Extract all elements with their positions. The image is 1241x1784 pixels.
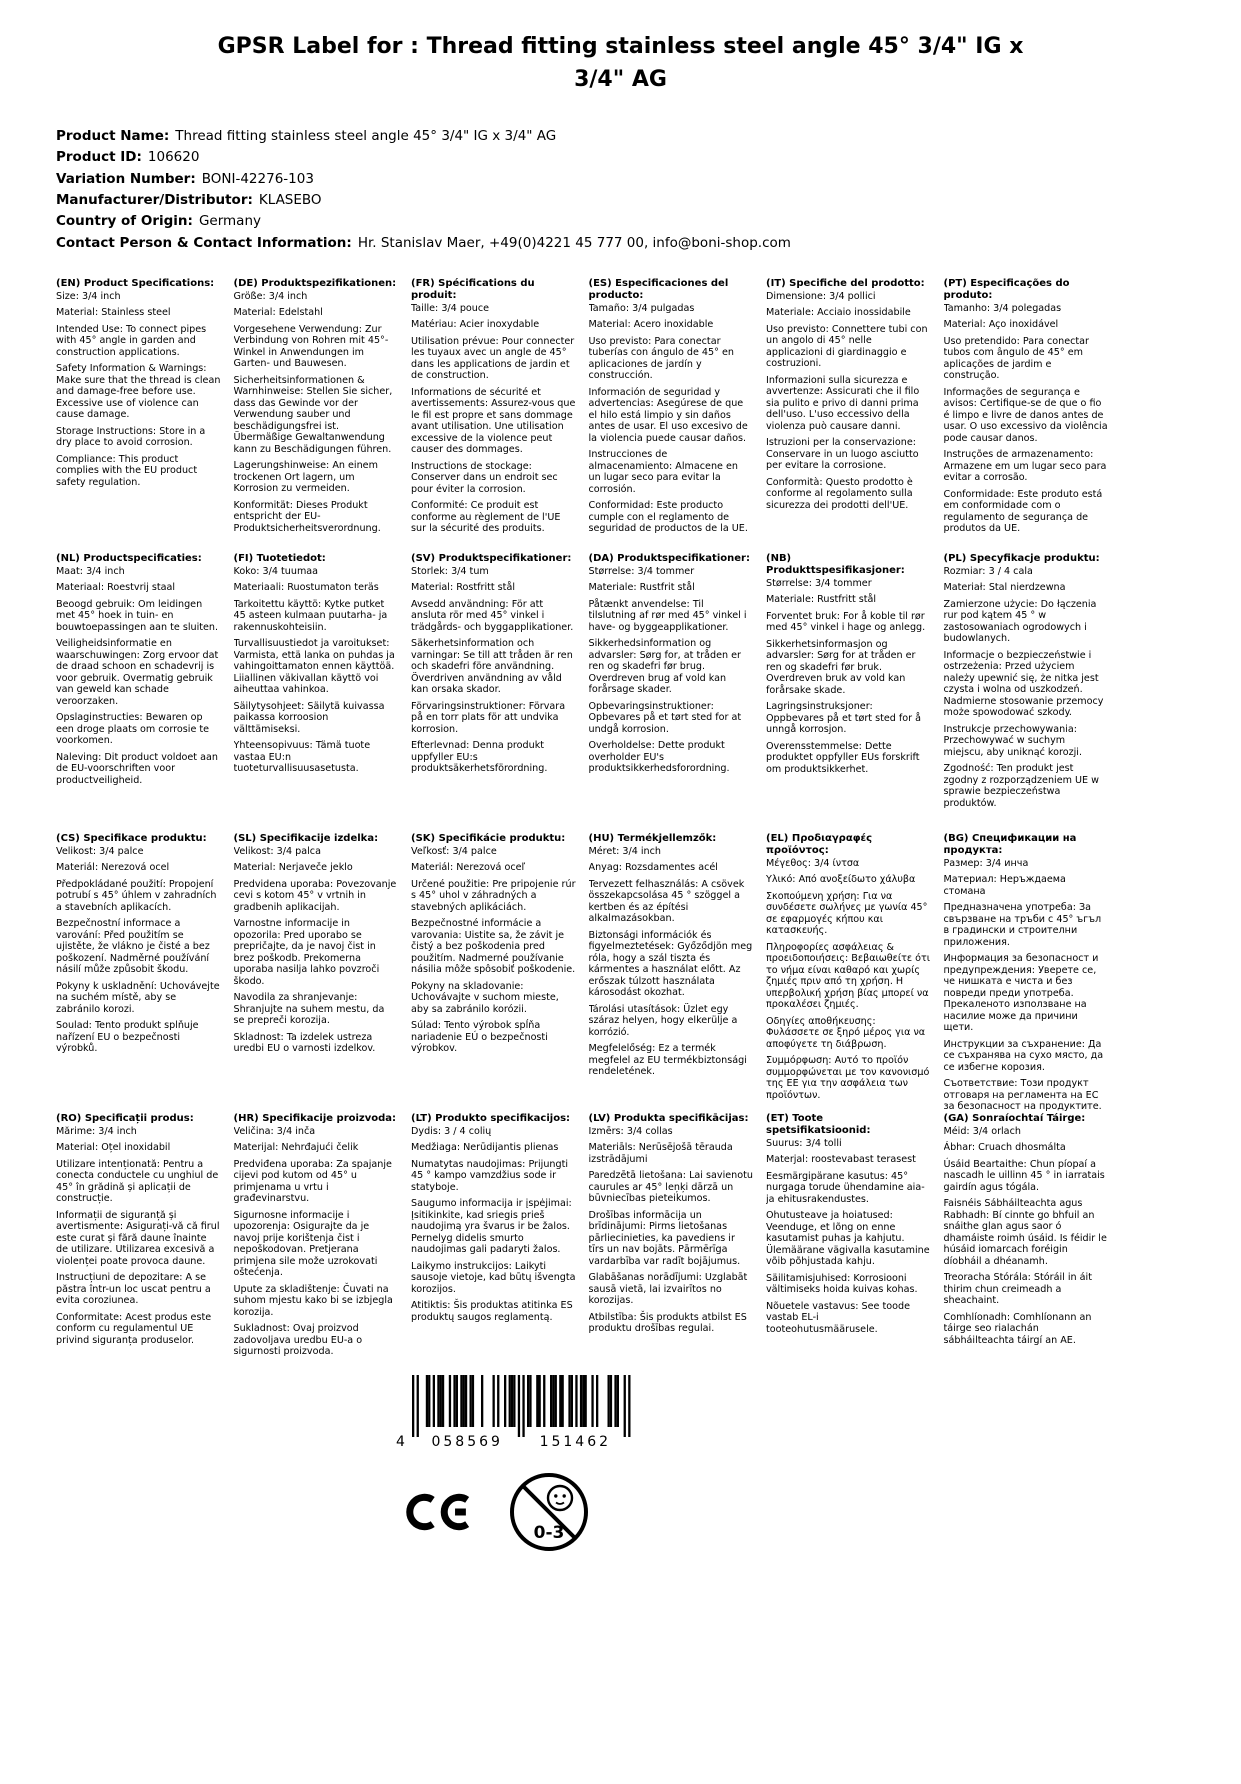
spec-paragraph: Anyag: Rozsdamentes acél [588, 862, 718, 874]
spec-paragraph: Určené použitie: Pre pripojenie rúr s 45° uhol v záhradných a stavebných aplikáciách. [411, 878, 576, 913]
spec-section-header: (PL) Specyfikacje produktu: [943, 552, 1100, 564]
spec-paragraph: Bezpečnostní informace a varování: Před použitím se ujistěte, že vlákno je čisté a bez poškození. Nadměrné používání násilí může způsobit škodu. [56, 918, 210, 976]
spec-section-header: (NB) Produkttspesifikasjoner: [766, 552, 905, 576]
product-info-value: KLASEBO [258, 191, 322, 208]
spec-paragraph: Storage Instructions: Store in a dry place to avoid corrosion. [56, 425, 206, 449]
spec-paragraph: Nõuetele vastavus: See toode vastab EL-i tooteohutusmäärusele. [766, 1300, 910, 1335]
product-info-row [56, 147, 1241, 168]
spec-paragraph: Veiligheidsinformatie en waarschuwingen: Zorg ervoor dat de draad schoon en schadevrij is voor gebruik. Overmatig gebruik van geweld kan schade veroorzaken. [56, 638, 219, 707]
spec-paragraph: Utilizare intenționată: Pentru a conecta conductele cu unghiul de 45° în grădină și aplicații de construcție. [56, 1158, 219, 1205]
spec-section-hr [234, 1113, 399, 1363]
spec-paragraph: Comhlíonadh: Comhlíonann an táirge seo rialachán sábháilteachta táirgí an AE. [943, 1311, 1092, 1346]
spec-paragraph: Materiał: Stal nierdzewna [943, 582, 1066, 594]
product-info-label: Contact Person & Contact Information: [56, 234, 352, 251]
spec-paragraph: Overholdelse: Dette produkt overholder EU's produktsikkerhedsforordning. [588, 740, 730, 775]
spec-section-de [234, 278, 399, 553]
age-warning-0-3-icon [508, 1471, 590, 1553]
spec-section-nb [766, 553, 931, 833]
spec-paragraph: Atitiktis: Šis produktas atitinka ES produktų saugos reglamentą. [411, 1300, 573, 1323]
spec-paragraph: Υλικό: Από ανοξείδωτο χάλυβα [766, 874, 916, 886]
spec-section-header: (PT) Especificações do produto: [943, 277, 1070, 301]
spec-paragraph: Utilisation prévue: Pour connecter les tuyaux avec un angle de 45° dans les applications de jardin et de construction. [411, 335, 575, 382]
spec-section-header: (CS) Specifikace produktu: [56, 832, 207, 844]
spec-paragraph: Megfelelőség: Ez a termék megfelel az EU termékbiztonsági rendeletének. [588, 1043, 747, 1078]
spec-paragraph: Предназначена употреба: За свързване на тръби с 45° ъгъл в градински и строителни приложения. [943, 902, 1102, 948]
spec-paragraph: Размер: 3/4 инча [943, 857, 1029, 869]
spec-paragraph: Conformità: Questo prodotto è conforme al regolamento sulla sicurezza dei prodotti dell'UE. [766, 476, 913, 511]
spec-section-header: (FI) Tuotetiedot: [233, 552, 326, 564]
product-info-label: Product Name: [56, 128, 170, 144]
spec-paragraph: Lagerungshinweise: An einem trockenen Ort lagern, um Korrosion zu vermeiden. [233, 460, 378, 495]
spec-paragraph: Uso pretendido: Para conectar tubos com ângulo de 45° em aplicações de jardim e construção. [943, 335, 1089, 382]
spec-section-header: (HR) Specifikacije proizvoda: [233, 1112, 397, 1124]
spec-paragraph: Tervezett felhasználás: A csövek összekapcsolása 45 ° szöggel a kertben és az építési alkalmazásokban. [588, 878, 745, 925]
product-info-label: Country of Origin: [56, 213, 193, 230]
spec-section-fr [411, 278, 576, 553]
spec-paragraph: Uso previsto: Para conectar tuberías con ángulo de 45° en aplicaciones de jardín y construcción. [588, 335, 734, 382]
spec-paragraph: Οδηγίες αποθήκευσης: Φυλάσσετε σε ξηρό μέρος για να αποφύγετε τη διάβρωση. [766, 1015, 926, 1050]
spec-paragraph: Vorgesehene Verwendung: Zur Verbindung von Rohren mit 45°-Winkel in Anwendungen im Garten- und Bauwesen. [233, 323, 389, 370]
spec-paragraph: Lagringsinstruksjoner: Oppbevares på et tørt sted for å unngå korrosjon. [766, 701, 922, 736]
spec-paragraph: Suurus: 3/4 tolli [766, 1137, 842, 1149]
spec-paragraph: Koko: 3/4 tuumaa [233, 565, 319, 577]
spec-paragraph: Úsáid Beartaithe: Chun píopaí a nascadh le uillinn 45 ° in iarratais gairdín agus tógála. [943, 1158, 1105, 1193]
spec-paragraph: Informații de siguranță și avertismente: Asigurați-vă că firul este curat și fără daune înainte de utilizare. Utilizarea excesivă a violenței poate provoca daune. [56, 1209, 220, 1267]
product-info-label: Variation Number: [56, 170, 196, 187]
spec-paragraph: Skladnost: Ta izdelek ustreza uredbi EU o varnosti izdelkov. [233, 1031, 376, 1055]
spec-section-et [766, 1113, 931, 1363]
spec-paragraph: Säilitamisjuhised: Korrosiooni vältimiseks hoida kuivas kohas. [766, 1272, 918, 1296]
spec-paragraph: Dydis: 3 / 4 colių [411, 1125, 492, 1137]
spec-paragraph: Sikkerhetsinformasjon og advarsler: Sørg for at tråden er ren og skadefri før bruk. Overdreven bruk av vold kan forårsake skade. [766, 638, 916, 696]
spec-paragraph: Materjal: roostevabast terasest [766, 1154, 916, 1166]
spec-section-fi [234, 553, 399, 833]
spec-paragraph: Материал: Неръждаема стомана [943, 874, 1066, 897]
spec-paragraph: Avsedd användning: För att ansluta rör med 45° vinkel i trädgårds- och byggapplikationer. [411, 598, 574, 633]
spec-paragraph: Eesmärgipärane kasutus: 45° nurgaga torude ühendamine aia- ja ehitusrakendustes. [766, 1170, 925, 1205]
spec-section-header: (LT) Produkto specifikacijos: [411, 1112, 571, 1124]
spec-paragraph: Zamierzone użycie: Do łączenia rur pod kątem 45 ° w zastosowaniach ogrodowych i budowlanych. [943, 598, 1097, 645]
product-info-value: BONI-42276-103 [201, 170, 314, 187]
spec-section-pt [944, 278, 1109, 553]
spec-paragraph: Tamanho: 3/4 polegadas [943, 302, 1062, 314]
spec-paragraph: Naleving: Dit product voldoet aan de EU-voorschriften voor productveiligheid. [56, 751, 218, 786]
spec-paragraph: Navodila za shranjevanje: Shranjujte na suhem mestu, da se prepreči korozija. [233, 992, 385, 1027]
spec-paragraph: Μέγεθος: 3/4 ίντσα [766, 857, 860, 869]
spec-paragraph: Sukladnost: Ovaj proizvod zadovoljava uredbu EU-a o sigurnosti proizvoda. [233, 1323, 363, 1358]
ce-mark-icon [404, 1487, 478, 1537]
spec-section-header: (SL) Specifikacije izdelka: [233, 832, 379, 844]
spec-paragraph: Size: 3/4 inch [56, 290, 121, 302]
spec-paragraph: Tamaño: 3/4 pulgadas [588, 302, 695, 314]
product-info-row [56, 126, 1241, 147]
spec-paragraph: Conformidade: Este produto está em conformidade com o regulamento de segurança de produtos da UE. [943, 488, 1103, 535]
spec-paragraph: Ábhar: Cruach dhosmálta [943, 1142, 1066, 1154]
product-info-label: Product ID: [56, 149, 142, 166]
spec-paragraph: Σκοπούμενη χρήση: Για να συνδέσετε σωλήνες με γωνία 45° σε εφαρμογές κήπου και κατασκευής. [766, 890, 928, 937]
spec-paragraph: Drošības informācija un brīdinājumi: Pirms lietošanas pārliecinieties, ka pavediens ir tīrs un nav bojāts. Pārmērīga vardarbība var radīt bojājumus. [588, 1209, 741, 1267]
spec-paragraph: Soulad: Tento produkt splňuje nařízení EU o bezpečnosti výrobků. [56, 1020, 199, 1055]
spec-paragraph: Sikkerhedsinformation og advarsler: Sørg for, at tråden er ren og skadefri før brug. Overdreven brug af vold kan forårsage skader. [588, 638, 742, 696]
spec-paragraph: Velikost: 3/4 palce [56, 845, 144, 857]
spec-paragraph: Material: Rostfritt stål [411, 582, 515, 594]
spec-paragraph: Materiale: Rustfritt stål [766, 594, 877, 606]
spec-section-it [766, 278, 931, 553]
spec-paragraph: Sigurnosne informacije i upozorenja: Osigurajte da je navoj prije korištenja čist i nepoškodovan. Pretjerana primjena sile može uzrokovati oštećenja. [233, 1209, 378, 1279]
spec-paragraph: Intended Use: To connect pipes with 45° angle in garden and construction applications. [56, 323, 207, 358]
spec-section-header: (NL) Productspecificaties: [56, 552, 202, 564]
spec-section-sk [411, 833, 576, 1113]
spec-paragraph: Информация за безопасност и предупреждения: Уверете се, че нишката е чиста и без повреди преди употреба. Прекаленото използване на насилие може да причини щети. [943, 953, 1099, 1034]
spec-section-header: (IT) Specifiche del prodotto: [766, 277, 925, 289]
spec-paragraph: Varnostne informacije in opozorila: Pred uporabo se prepričajte, da je navoj čist in brez poškodb. Prekomerna uporaba nasilja lahko povzroči škodo. [233, 918, 380, 987]
spec-paragraph: Numatytas naudojimas: Prijungti 45 ° kampo vamzdžius sode ir statyboje. [411, 1158, 569, 1193]
product-info [56, 126, 1241, 254]
spec-paragraph: Conformitate: Acest produs este conform cu regulamentul UE privind siguranța produselor. [56, 1311, 212, 1346]
product-info-value: Thread fitting stainless steel angle 45° 3/4" IG x 3/4" AG [175, 128, 557, 144]
spec-paragraph: Materijal: Nehrđajući čelik [233, 1142, 359, 1154]
spec-paragraph: Sicherheitsinformationen & Warnhinweise: Stellen Sie sicher, dass das Gewinde vor der Verwendung sauber und beschädigungsfrei ist. Übermäßige Gewaltanwendung kann zu Beschädigungen führen. [233, 374, 393, 455]
spec-section-da [589, 553, 754, 833]
spec-section-header: (LV) Produkta specifikācijas: [588, 1112, 749, 1124]
spec-paragraph: Instrucțiuni de depozitare: A se păstra într-un loc uscat pentru a evita coroziunea. [56, 1272, 211, 1307]
spec-paragraph: Méid: 3/4 orlach [943, 1125, 1021, 1137]
spec-section-en [56, 278, 221, 553]
spec-paragraph: Instructions de stockage: Conserver dans un endroit sec pour éviter la corrosion. [411, 460, 558, 495]
spec-section-bg [944, 833, 1109, 1113]
spec-paragraph: Opbevaringsinstruktioner: Opbevares på et tørt sted for at undgå korrosion. [588, 700, 742, 735]
spec-paragraph: Инструкции за съхранение: Да се съхранява на сухо място, да се избегне корозия. [943, 1038, 1104, 1073]
spec-paragraph: Съответствие: Този продукт отговаря на регламента на ЕС за безопасност на продуктите. [943, 1078, 1102, 1113]
spec-paragraph: Medžiaga: Nerūdijantis plienas [411, 1142, 559, 1154]
spec-paragraph: Beoogd gebruik: Om leidingen met 45° hoek in tuin- en bouwtoepassingen aan te sluiten. [56, 598, 219, 633]
product-info-row [56, 211, 1241, 232]
spec-section-header: (BG) Спецификации на продукта: [943, 832, 1077, 856]
spec-paragraph: Materiál: Nerezová oceľ [411, 862, 526, 874]
ean13-barcode [396, 1375, 636, 1449]
spec-section-lt [411, 1113, 576, 1363]
spec-paragraph: Velikost: 3/4 palca [233, 845, 321, 857]
spec-paragraph: Informations de sécurité et avertissements: Assurez-vous que le fil est propre et sans dommage avant utilisation. Une utilisation excessive de la violence peut causer des dommages. [411, 386, 576, 456]
spec-paragraph: Pokyny na skladovanie: Uchovávajte v suchom mieste, aby sa zabránilo korózii. [411, 980, 559, 1015]
spec-paragraph: Materiál: Nerezová ocel [56, 862, 170, 874]
spec-paragraph: Förvaringsinstruktioner: Förvara på en torr plats för att undvika korrosion. [411, 700, 566, 735]
spec-paragraph: Størrelse: 3/4 tommer [588, 565, 695, 577]
spec-paragraph: Overensstemmelse: Dette produktet oppfyller EUs forskrift om produktsikkerhet. [766, 740, 920, 775]
spec-section-el [766, 833, 931, 1113]
barcode-digits-left: 058569 [431, 1433, 503, 1449]
spec-paragraph: Tarkoitettu käyttö: Kytke putket 45 asteen kulmaan puutarha- ja rakennuskohteisiin. [233, 598, 388, 633]
spec-paragraph: Compliance: This product complies with the EU product safety regulation. [56, 453, 198, 488]
spec-section-hu [589, 833, 754, 1113]
spec-paragraph: Material: Oțel inoxidabil [56, 1142, 171, 1154]
spec-paragraph: Veľkosť: 3/4 palce [411, 845, 497, 857]
spec-paragraph: Zgodność: Ten produkt jest zgodny z rozporządzeniem UE w sprawie bezpieczeństwa produktów. [943, 763, 1099, 809]
spec-paragraph: Säkerhetsinformation och varningar: Se till att tråden är ren och skadefri före användning. Överdriven användning av våld kan orsaka skador. [411, 638, 573, 696]
spec-paragraph: Materiaali: Ruostumaton teräs [233, 582, 379, 594]
product-info-row [56, 233, 1241, 254]
footer [396, 1375, 716, 1553]
spec-paragraph: Materiale: Acciaio inossidabile [766, 307, 911, 319]
spec-section-header: (SK) Špecifikácie produktu: [411, 832, 566, 844]
spec-paragraph: Dimensione: 3/4 pollici [766, 290, 876, 302]
spec-section-sl [234, 833, 399, 1113]
spec-paragraph: Materiale: Rustfrit stål [588, 582, 695, 594]
spec-paragraph: Materiaal: Roestvrij staal [56, 582, 176, 594]
spec-paragraph: Izmērs: 3/4 collas [588, 1125, 673, 1137]
spec-section-pl [944, 553, 1109, 833]
spec-paragraph: Συμμόρφωση: Αυτό το προϊόν συμμορφώνεται με τον κανονισμό της ΕΕ για την ασφάλεια των προϊόντων. [766, 1055, 930, 1101]
spec-paragraph: Bezpečnostné informácie a varovania: Uistite sa, že závit je čistý a bez poškodenia pred použitím. Nadmerné používanie násilia môže spôsobiť poškodenie. [411, 918, 576, 976]
spec-paragraph: Laikymo instrukcijos: Laikyti sausoje vietoje, kad būtų išvengta korozijos. [411, 1260, 576, 1295]
spec-section-header: (ES) Especificaciones del producto: [588, 277, 729, 301]
spec-paragraph: Storlek: 3/4 tum [411, 565, 489, 577]
spec-grid [56, 278, 1108, 1363]
spec-paragraph: Istruzioni per la conservazione: Conservare in un luogo asciutto per evitare la corrosione. [766, 437, 919, 472]
spec-section-ro [56, 1113, 221, 1363]
spec-paragraph: Πληροφορίες ασφάλειας & προειδοποιήσεις: Βεβαιωθείτε ότι το νήμα είναι καθαρό και χωρίς ζημιές πριν από τη χρήση. Η υπερβολική χρήση βίας μπορεί να προκαλέσει ζημιές. [766, 941, 931, 1011]
spec-paragraph: Turvallisuustiedot ja varoitukset: Varmista, että lanka on puhdas ja vahingoittamaton ennen käyttöä. Liiallinen väkivallan käyttö voi aiheuttaa vahinkoa. [233, 638, 395, 696]
spec-paragraph: Opslaginstructies: Bewaren op een droge plaats om corrosie te voorkomen. [56, 712, 210, 747]
spec-paragraph: Predviđena uporaba: Za spajanje cijevi pod kutom od 45° u primjenama u vrtu i građevinarstvu. [233, 1158, 392, 1205]
spec-paragraph: Conformidad: Este producto cumple con el reglamento de seguridad de productos de la UE. [588, 500, 748, 535]
spec-paragraph: Veličina: 3/4 inča [233, 1125, 316, 1137]
spec-section-header: (DA) Produktspecifikationer: [588, 552, 750, 564]
spec-paragraph: Informações de segurança e avisos: Certifique-se de que o fio é limpo e livre de danos antes de usar. O uso excessivo da violência pode causar danos. [943, 386, 1108, 444]
spec-paragraph: Paredzētā lietošana: Lai savienotu caurules ar 45° leņķi dārzā un būvniecības pieteikumos. [588, 1170, 753, 1205]
product-info-value: Germany [198, 213, 261, 230]
spec-paragraph: Uso previsto: Connettere tubi con un angolo di 45° nelle applicazioni di giardinaggio e costruzioni. [766, 323, 928, 370]
spec-section-header: (GA) Sonraíochtaí Táirge: [943, 1112, 1086, 1124]
spec-paragraph: Méret: 3/4 inch [588, 845, 661, 857]
spec-paragraph: Material: Stainless steel [56, 307, 171, 319]
spec-paragraph: Safety Information & Warnings: Make sure that the thread is clean and damage-free before use. Excessive use of violence can cause damage. [56, 363, 221, 421]
spec-paragraph: Atbilstība: Šis produkts atbilst ES produktu drošības regulai. [588, 1311, 747, 1335]
spec-paragraph: Material: Nerjaveče jeklo [233, 862, 353, 874]
spec-section-header: (RO) Specificații produs: [56, 1112, 194, 1124]
spec-paragraph: Faisnéis Sábháilteachta agus Rabhadh: Bí cinnte go bhfuil an snáithe glan agus saor ó dhamáiste roimh úsáid. Is féidir le húsáid iomarcach foréigin díobháil a dhéanamh. [943, 1198, 1107, 1267]
compliance-marks [396, 1471, 716, 1553]
spec-section-es [589, 278, 754, 553]
spec-paragraph: Maat: 3/4 inch [56, 565, 125, 577]
spec-section-header: (EN) Product Specifications: [56, 277, 215, 289]
barcode-digit-first: 4 [396, 1433, 408, 1449]
spec-paragraph: Forventet bruk: For å koble til rør med 45° vinkel i hage og anlegg. [766, 610, 926, 634]
spec-section-cs [56, 833, 221, 1113]
spec-paragraph: Säilytysohjeet: Säilytä kuivassa paikassa korroosion välttämiseksi. [233, 700, 385, 735]
product-info-row [56, 190, 1241, 211]
age-warning-text: 0-3 [533, 1522, 565, 1543]
product-info-label: Manufacturer/Distributor: [56, 191, 253, 208]
spec-section-sv [411, 553, 576, 833]
spec-paragraph: Instruções de armazenamento: Armazene em um lugar seco para evitar a corrosão. [943, 449, 1107, 484]
spec-paragraph: Ohutusteave ja hoiatused: Veenduge, et lõng on enne kasutamist puhas ja kahjutu. Ülemäärane vägivalla kasutamine võib põhjustada kahju. [766, 1210, 930, 1268]
page-title: GPSR Label for : Thread fitting stainless steel angle 45° 3/4" IG x 3/4" AG [217, 34, 1024, 92]
spec-paragraph: Taille: 3/4 pouce [411, 302, 490, 314]
product-info-value: Hr. Stanislav Maer, +49(0)4221 45 777 00, info@boni-shop.com [357, 234, 791, 251]
spec-paragraph: Konformität: Dieses Produkt entspricht der EU-Produktsicherheitsverordnung. [233, 499, 381, 534]
spec-paragraph: Materiāls: Nerūsējošā tērauda izstrādājumi [588, 1142, 733, 1165]
spec-paragraph: Tárolási utasítások: Üzlet egy száraz helyen, hogy elkerülje a korrózió. [588, 1003, 738, 1038]
spec-paragraph: Treoracha Stórála: Stóráil in áit thirim chun creimeadh a sheachaint. [943, 1272, 1092, 1307]
spec-paragraph: Glabāšanas norādījumi: Uzglabāt sausā vietā, lai izvairītos no korozijas. [588, 1272, 748, 1307]
spec-paragraph: Informacje o bezpieczeństwie i ostrzeżenia: Przed użyciem należy upewnić się, że nitka jest czysta i wolna od uszkodzeń. Nadmierne stosowanie przemocy może spowodować szkody. [943, 649, 1104, 719]
product-info-row [56, 169, 1241, 190]
spec-section-header: (HU) Termékjellemzők: [588, 832, 717, 844]
spec-paragraph: Súlad: Tento výrobok spĺňa nariadenie EÚ o bezpečnosti výrobkov. [411, 1020, 548, 1055]
spec-paragraph: Mărime: 3/4 inch [56, 1125, 137, 1137]
spec-section-ga [944, 1113, 1109, 1363]
spec-paragraph: Matériau: Acier inoxydable [411, 319, 540, 331]
spec-paragraph: Material: Edelstahl [233, 307, 323, 319]
spec-paragraph: Predvidena uporaba: Povezovanje cevi s kotom 45° v vrtnih in gradbenih aplikacijah. [233, 878, 397, 913]
spec-paragraph: Instrukcje przechowywania: Przechowywać w suchym miejscu, aby uniknąć korozji. [943, 723, 1082, 758]
spec-paragraph: Yhteensopivuus: Tämä tuote vastaa EU:n tuoteturvallisuusasetusta. [233, 740, 371, 775]
spec-section-header: (EL) Προδιαγραφές προϊόντος: [766, 832, 873, 856]
spec-paragraph: Størrelse: 3/4 tommer [766, 577, 872, 589]
spec-paragraph: Saugumo informacija ir įspėjimai: Įsitikinkite, kad sriegis prieš naudojimą yra švarus ir be žalos. Pernelyg didelis smurto naudojimas gali padaryti žalos. [411, 1198, 572, 1256]
spec-paragraph: Informazioni sulla sicurezza e avvertenze: Assicurati che il filo sia pulito e privo di danni prima dell'uso. L'uso eccessivo della violenza può causare danni. [766, 374, 920, 432]
spec-paragraph: Předpokládané použití: Propojení potrubí s 45° úhlem v zahradních a stavebních aplikacích. [56, 878, 217, 913]
spec-paragraph: Efterlevnad: Denna produkt uppfyller EU:s produktsäkerhetsförordning. [411, 740, 548, 775]
barcode-digits-right: 151462 [539, 1433, 612, 1449]
spec-paragraph: Conformité: Ce produit est conforme au règlement de l'UE sur la sécurité des produits. [411, 500, 561, 535]
spec-paragraph: Upute za skladištenje: Čuvati na suhom mjestu kako bi se izbjegla korozija. [233, 1283, 393, 1318]
spec-paragraph: Rozmiar: 3 / 4 cala [943, 565, 1033, 577]
spec-section-header: (ET) Toote spetsifikatsioonid: [766, 1112, 871, 1136]
spec-section-nl [56, 553, 221, 833]
spec-paragraph: Biztonsági információk és figyelmeztetések: Győződjön meg róla, hogy a szál tiszta és kármentes a használat előtt. Az erőszak túlzott használata károsodást okozhat. [588, 929, 753, 999]
spec-paragraph: Pokyny k uskladnění: Uchovávejte na suchém místě, aby se zabránilo korozi. [56, 980, 220, 1015]
spec-paragraph: Material: Acero inoxidable [588, 319, 714, 331]
spec-section-lv [589, 1113, 754, 1363]
spec-paragraph: Información de seguridad y advertencias: Asegúrese de que el hilo está limpio y sin daños antes de usar. El uso excesivo de la violencia puede causar daños. [588, 386, 748, 444]
spec-paragraph: Påtænkt anvendelse: Til tilslutning af rør med 45° vinkel i have- og byggeapplikationer. [588, 598, 747, 633]
spec-section-header: (SV) Produktspecifikationer: [411, 552, 572, 564]
spec-section-header: (DE) Produktspezifikationen: [233, 277, 397, 289]
spec-paragraph: Größe: 3/4 inch [233, 290, 308, 302]
spec-paragraph: Material: Aço inoxidável [943, 319, 1059, 331]
spec-paragraph: Instrucciones de almacenamiento: Almacene en un lugar seco para evitar la corrosión. [588, 449, 738, 495]
product-info-value: 106620 [147, 149, 200, 166]
spec-section-header: (FR) Spécifications du produit: [411, 277, 535, 301]
